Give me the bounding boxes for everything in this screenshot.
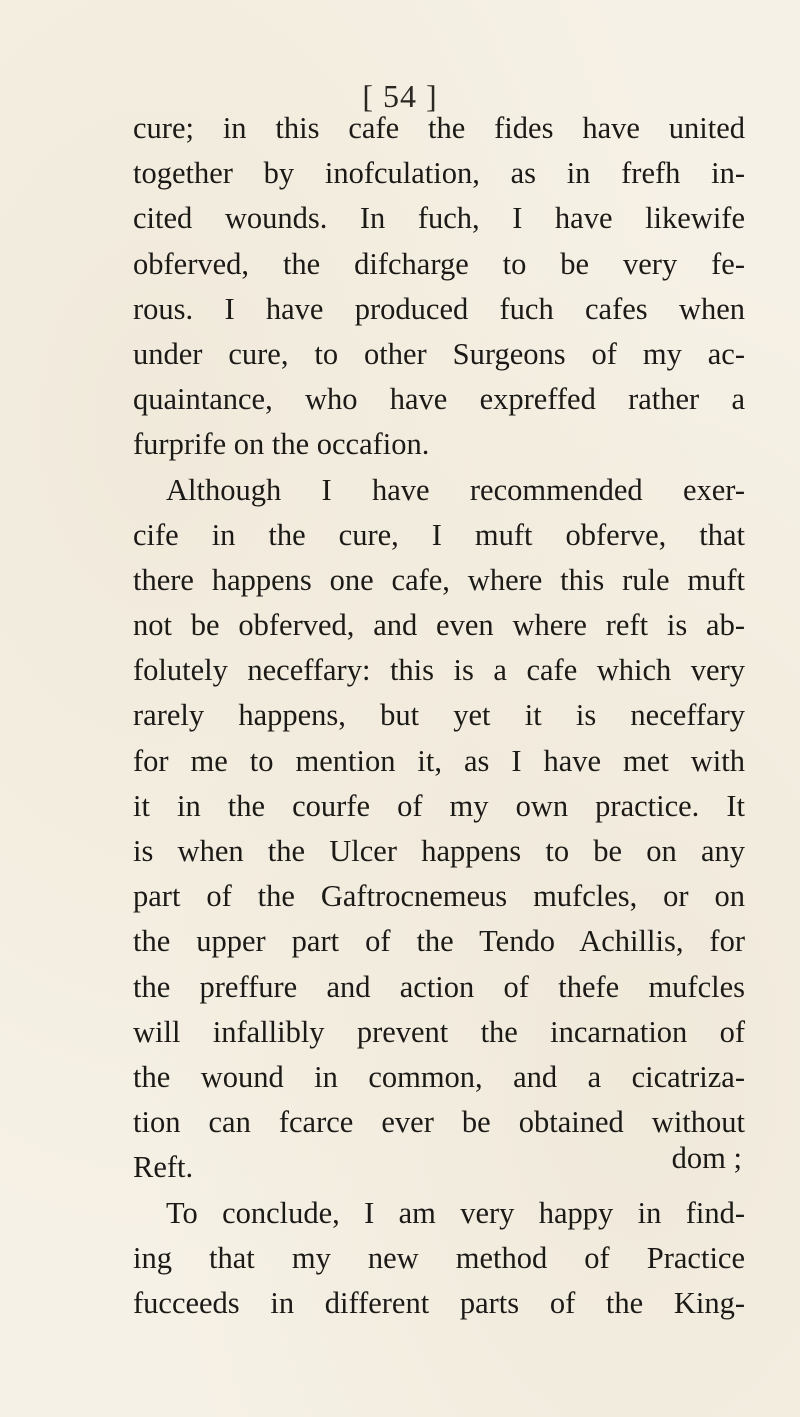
paragraph-end-line: furprife on the occafion. xyxy=(133,427,430,462)
text-line: fucceeds in different parts of the King- xyxy=(133,1285,745,1320)
catchword: dom ; xyxy=(671,1141,742,1175)
text-line: the upper part of the Tendo Achillis, for xyxy=(133,924,745,959)
paragraph-start-line: Although I have recommended exer- xyxy=(166,472,745,507)
text-line: is when the Ulcer happens to be on any xyxy=(133,834,745,868)
text-line: obferved, the difcharge to be very fe- xyxy=(133,246,745,281)
paragraph-start-line: To conclude, I am very happy in find- xyxy=(166,1195,745,1230)
text-line: will infallibly prevent the incarnation of xyxy=(133,1014,745,1049)
text-line: folutely neceffary: this is a cafe which very xyxy=(133,653,745,688)
text-line: rarely happens, but yet it is neceffary xyxy=(133,698,745,733)
text-line: it in the courfe of my own practice. It xyxy=(133,788,745,823)
text-line: for me to mention it, as I have met with xyxy=(133,743,745,778)
text-line: quaintance, who have expreffed rather a xyxy=(133,382,745,417)
text-line: together by inofculation, as in frefh in- xyxy=(133,156,745,191)
text-line: part of the Gaftrocnemeus mufcles, or on xyxy=(133,879,745,914)
paragraph-end-line: Reft. xyxy=(133,1150,194,1185)
page-number: [ 54 ] xyxy=(362,78,438,114)
text-line: ing that my new method of Practice xyxy=(133,1240,745,1275)
text-line: cure; in this cafe the fides have united xyxy=(133,111,745,145)
text-line: there happens one cafe, where this rule muft xyxy=(133,562,745,597)
text-line: cife in the cure, I muft obferve, that xyxy=(133,517,745,552)
text-line: not be obferved, and even where reft is ab- xyxy=(133,608,745,643)
text-line: the wound in common, and a cicatriza- xyxy=(133,1059,745,1094)
text-line: under cure, to other Surgeons of my ac- xyxy=(133,336,745,371)
text-line: the preffure and action of thefe mufcles xyxy=(133,969,745,1004)
text-line: rous. I have produced fuch cafes when xyxy=(133,291,745,326)
text-line: tion can fcarce ever be obtained without xyxy=(133,1105,745,1140)
text-line: cited wounds. In fuch, I have likewife xyxy=(133,201,745,236)
